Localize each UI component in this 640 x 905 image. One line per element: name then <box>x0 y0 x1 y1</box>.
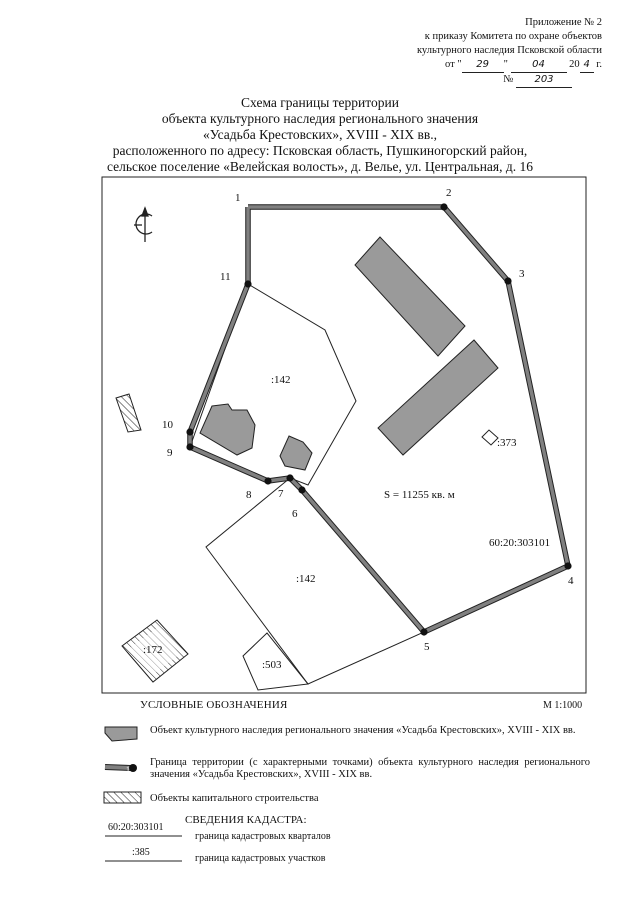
parcel-142-bottom-label: :142 <box>296 573 316 585</box>
header-line3: культурного наследия Псковской области <box>416 45 602 56</box>
north-arrow-icon <box>134 208 152 242</box>
boundary-point-4 <box>564 562 571 569</box>
point-label-3: 3 <box>519 268 525 280</box>
legend-item-boundary: Граница территории (с характерными точками) объекта культурного наследия регионального значения «Усадьба Крестовских», XVIII - XIX вв. <box>150 757 590 780</box>
number-value: 203 <box>516 73 572 88</box>
point-label-11: 11 <box>220 271 231 283</box>
point-label-10: 10 <box>162 419 173 431</box>
heritage-building-1 <box>355 237 465 356</box>
heritage-building-2 <box>378 340 498 455</box>
boundary-point-7 <box>286 474 293 481</box>
capital-building-left <box>116 394 141 432</box>
date-month: 04 <box>511 58 567 73</box>
boundary-point-6 <box>298 486 305 493</box>
title-line1: Схема границы территории <box>241 95 399 110</box>
boundary-point-3 <box>504 277 511 284</box>
title-line5: сельское поселение «Велейская волость», д. Велье, ул. Центральная, д. 16 <box>106 159 533 174</box>
legend-item-capital: Объекты капитального строительства <box>150 793 319 804</box>
title-line3: «Усадьба Крестовских», XVIII - XIX вв., <box>202 127 438 142</box>
boundary-point-9 <box>186 443 193 450</box>
cadastre2-text: граница кадастровых участков <box>195 853 326 864</box>
boundary-point-8 <box>264 477 271 484</box>
heritage-building-3 <box>200 404 255 455</box>
date-year-suffix: 4 <box>580 58 594 73</box>
point-label-7: 7 <box>278 488 284 500</box>
title-line2: объекта культурного наследия регионального значения <box>161 111 479 126</box>
legend-heading: УСЛОВНЫЕ ОБОЗНАЧЕНИЯ <box>140 699 288 711</box>
point-label-9: 9 <box>167 447 173 459</box>
parcel-373-label: :373 <box>497 437 517 449</box>
cadastre2-code: :385 <box>132 847 150 858</box>
point-label-1: 1 <box>235 192 241 204</box>
cadastre-heading: СВЕДЕНИЯ КАДАСТРА: <box>185 814 307 826</box>
boundary-point-11 <box>244 280 251 287</box>
date-suffix: г. <box>596 59 602 70</box>
legend-heritage-swatch <box>105 727 137 741</box>
boundary-point-10 <box>186 428 193 435</box>
legend-capital-swatch <box>104 792 141 803</box>
cadastre1-code: 60:20:303101 <box>108 822 164 833</box>
point-label-6: 6 <box>292 508 298 520</box>
number-prefix: № <box>503 74 514 85</box>
parcel-142-top-label: :142 <box>271 374 291 386</box>
header-date: от " 29 " 04 20 4 г. <box>417 58 602 73</box>
scale-label: М 1:1000 <box>543 700 583 711</box>
title-line4: расположенного по адресу: Псковская область, Пушкиногорский район, <box>112 143 528 158</box>
area-label: S = 11255 кв. м <box>384 489 455 501</box>
legend-item-heritage: Объект культурного наследия регионального значения «Усадьба Крестовских», XVIII - XIX вв. <box>150 725 576 736</box>
heritage-building-4 <box>280 436 312 470</box>
quarter-label: 60:20:303101 <box>489 537 551 549</box>
point-label-5: 5 <box>424 641 430 653</box>
cadastre1-text: граница кадастровых кварталов <box>195 831 331 842</box>
legend-boundary-point <box>129 764 137 772</box>
parcel-373-building <box>482 430 498 445</box>
point-label-4: 4 <box>568 575 574 587</box>
parcel-172-label: :172 <box>143 644 163 656</box>
header-line2: к приказу Комитета по охране объектов <box>424 31 602 42</box>
point-label-8: 8 <box>246 489 252 501</box>
parcel-503-label: :503 <box>262 659 282 671</box>
boundary-point-2 <box>440 203 447 210</box>
point-label-2: 2 <box>446 187 452 199</box>
date-day: 29 <box>462 58 504 73</box>
map-frame <box>102 177 586 693</box>
legend-point-number: 1 <box>126 765 130 774</box>
boundary-point-5 <box>420 628 427 635</box>
header-line1: Приложение № 2 <box>525 17 602 28</box>
date-prefix: от <box>444 59 455 70</box>
date-year-prefix: 20 <box>569 59 580 70</box>
